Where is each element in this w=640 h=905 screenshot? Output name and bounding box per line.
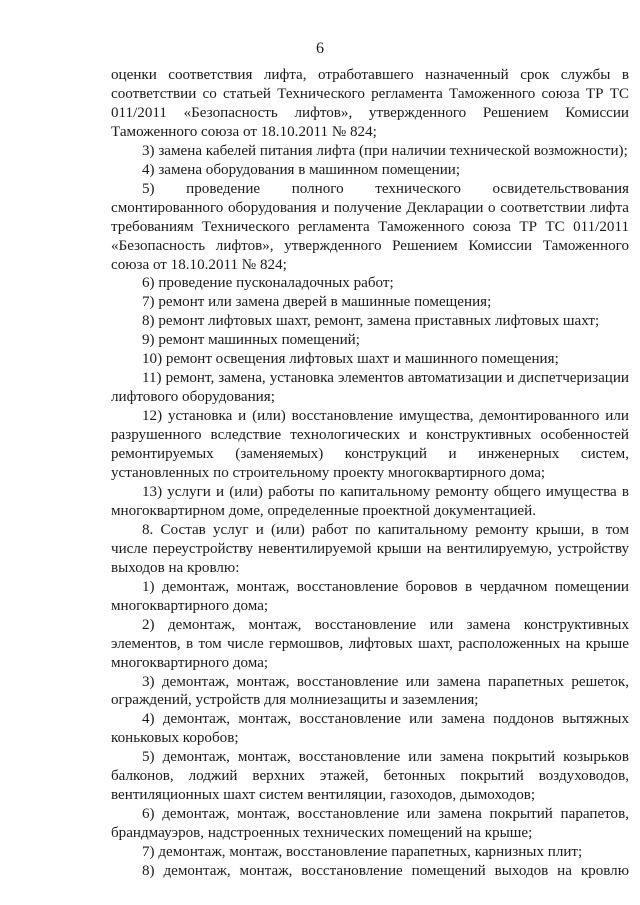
roof-item-7: 7) демонтаж, монтаж, восстановление парапетных, карнизных плит; — [142, 844, 583, 861]
roof-item-2: 2) демонтаж, монтаж, восстановление или замена конструктивных элементов, в том числе гермошвов, лифтовых шахт, расположенных на крыше многоквартирного дома; — [111, 616, 629, 671]
list-item-11: 11) ремонт, замена, установка элементов автоматизации и диспетчеризации лифтового оборудования; — [111, 370, 629, 406]
section-8-heading: 8. Состав услуг и (или) работ по капитальному ремонту крыши, в том числе переустройству невентилируемой крыши на вентилируемую, устройству выходов на кровлю: — [111, 521, 629, 576]
roof-item-4: 4) демонтаж, монтаж, восстановление или замена поддонов вытяжных коньковых коробов; — [111, 711, 629, 747]
list-item-12: 12) установка и (или) восстановление имущества, демонтированного или разрушенного вследствие технологических и конструктивных особенностей ремонтируемых (заменяемых) конструкций и инженерных систем, установленных по строительному проекту многоквартирного дома; — [111, 408, 629, 482]
list-item-5: 5) проведение полного технического освидетельствования смонтированного оборудования и получение Декларации о соответствии лифта требованиям Технического регламента Таможенного союза ТР ТС 011/2011 «Безопасность лифтов», утвержденного Решением Комиссии Таможенного союза от 18.10.2011 № 824; — [111, 180, 629, 273]
paragraph-continuation: оценки соответствия лифта, отработавшего назначенный срок службы в соответствии со статьей Технического регламента Таможенного союза ТР ТС 011/2011 «Безопасность лифтов», утвержденного Решением Комиссии Таможенного союза от 18.10.2011 № 824; — [111, 67, 629, 140]
roof-item-6: 6) демонтаж, монтаж, восстановление или замена покрытий парапетов, брандмауэров, надстроенных технических помещений на крыше; — [111, 806, 629, 842]
roof-item-8: 8) демонтаж, монтаж, восстановление помещений выходов на кровлю — [142, 863, 629, 880]
list-item-3: 3) замена кабелей питания лифта (при наличии технической возможности); — [142, 142, 628, 159]
list-item-9: 9) ремонт машинных помещений; — [142, 332, 360, 349]
list-item-7: 7) ремонт или замена дверей в машинные помещения; — [142, 294, 492, 311]
list-item-8: 8) ремонт лифтовых шахт, ремонт, замена приставных лифтовых шахт; — [142, 313, 600, 330]
roof-item-1: 1) демонтаж, монтаж, восстановление боровов в чердачном помещении многоквартирного дома; — [111, 578, 629, 614]
list-item-6: 6) проведение пусконаладочных работ; — [142, 275, 394, 292]
list-item-10: 10) ремонт освещения лифтовых шахт и машинного помещения; — [142, 351, 559, 368]
roof-item-5: 5) демонтаж, монтаж, восстановление или замена покрытий козырьков балконов, лоджий верхних этажей, бетонных покрытий воздуховодов, вентиляционных шахт систем вентиляции, газоходов, дымоходов; — [111, 749, 629, 804]
roof-item-3: 3) демонтаж, монтаж, восстановление или замена парапетных решеток, ограждений, устройств для молниезащиты и заземления; — [111, 673, 629, 709]
document-body — [111, 66, 629, 881]
list-item-4: 4) замена оборудования в машинном помещении; — [142, 161, 461, 178]
list-item-13: 13) услуги и (или) работы по капитальному ремонту общего имущества в многоквартирном доме, определенные проектной документацией. — [111, 483, 629, 519]
page-number: 6 — [316, 40, 324, 57]
